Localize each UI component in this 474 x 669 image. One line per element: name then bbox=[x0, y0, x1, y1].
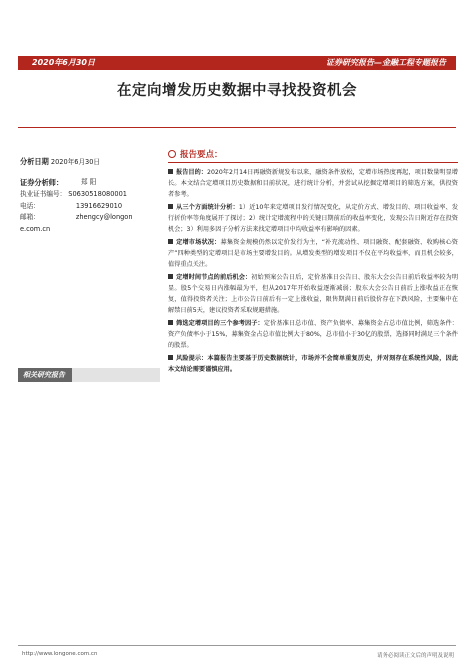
report-title: 在定向增发历史数据中寻找投资机会 bbox=[117, 83, 357, 99]
bullet-icon bbox=[168, 239, 173, 244]
footer-disclaimer: 请务必阅读正文后的声明及说明 bbox=[376, 653, 454, 659]
related-research-bar bbox=[18, 368, 160, 382]
summary-header bbox=[168, 148, 458, 162]
analysis-date: 2020年6月30日 bbox=[50, 158, 101, 166]
point-title: 定增市场状况： bbox=[176, 239, 221, 246]
email-row-2 bbox=[20, 224, 160, 236]
summary-point bbox=[168, 237, 458, 270]
point-text: 1）近10年来定增项目发行情况变化，从定价方式、增发目的、项目收益率、发行折价率等角度展开了探讨；2）统计定增流程中的关键日期前后的收益率变化，发现公告日附近存在投资机会；3）利用多因子分析方法来找定增项目中均收益率有影响的因素。 bbox=[168, 204, 459, 233]
analyst-info bbox=[20, 156, 160, 235]
point-title: 从三个方面统计分析： bbox=[176, 204, 239, 211]
bullet-icon bbox=[168, 355, 173, 360]
email-line-2[interactable]: e.com.cn bbox=[20, 224, 51, 233]
cert-number: S0630518080001 bbox=[68, 190, 127, 198]
cert-label: 执业证书编号： bbox=[20, 190, 67, 198]
bullet-icon bbox=[168, 204, 173, 209]
bullet-icon bbox=[168, 274, 173, 279]
summary-point bbox=[168, 272, 458, 316]
report-date: 2020年6月30日 bbox=[32, 58, 95, 67]
summary-point bbox=[168, 318, 458, 351]
footer-divider bbox=[18, 645, 456, 646]
email-row bbox=[20, 212, 160, 224]
summary-header-text: 报告要点： bbox=[180, 150, 223, 160]
bullet-icon bbox=[168, 169, 173, 174]
risk-title: 风险提示： bbox=[176, 355, 208, 362]
point-title: 报告目的： bbox=[176, 169, 208, 176]
report-summary bbox=[168, 148, 458, 377]
email-label: 邮箱： bbox=[20, 213, 40, 221]
analysis-date-row bbox=[20, 156, 160, 169]
risk-text: 本篇报告主要基于历史数据统计，市场并不会简单重复历史，并对刻存在系统性风险，因此本文结论需要谨慎应用。 bbox=[168, 355, 459, 373]
footer-url[interactable]: http://www.longone.com.cn bbox=[22, 651, 98, 657]
risk-warning bbox=[168, 353, 458, 375]
related-research-label: 相关研究报告 bbox=[23, 371, 65, 379]
point-text: 初始预案公告日后，定价基准日公告日、股东大会公告日前后收益率较为明显。股5个交易日内涨幅最为平，但从2017年开始收益逐渐减弱；股东大会公告日前后上涨收益正在恢复，值得投资者关注；上市公告日前后有一定上涨收益，限售期满日前后股价存在下跌风险，主要集中在解禁日前5天，建议投资者采取规避措施。 bbox=[168, 274, 459, 314]
point-title: 定增时间节点的前后机会： bbox=[176, 274, 252, 281]
phone-number: 13916629010 bbox=[75, 201, 123, 210]
summary-point bbox=[168, 167, 458, 200]
analyst-name: 郑 阳 bbox=[81, 177, 97, 186]
point-text: 募集资金规模仍然以定价发行为主，“补充流动性、项目融资、配套融资、收购核心资产”四种类型的定增项目是市场主要增发目的。从增发类型的增发项目不仅在平均收益率，而且机会较多，值得重点关注。 bbox=[168, 239, 458, 268]
summary-divider bbox=[168, 162, 458, 163]
target-icon bbox=[168, 150, 176, 158]
point-text: 2020年2月14日再融资新规发布以来，融资条件放松，定增市场热度再起，项目数量明显增长。本文结合定增项目历史数据和目前状况，进行统计分析，并尝试从挖掘定增项目的筛选方案，供投资者参考。 bbox=[168, 169, 458, 198]
point-text: 定价基准日总市值、资产负债率、募集资金占总市值比例，筛选条件：资产负债率小于15%，募集资金占总市值比例大于80%，总市值小于30亿的股票，选择同时满足三个条件的股票。 bbox=[168, 320, 458, 349]
phone-label: 电话： bbox=[20, 201, 40, 210]
analyst-row bbox=[20, 177, 160, 190]
phone-row bbox=[20, 201, 160, 213]
report-series: 证券研究报告—金融工程专题报告 bbox=[326, 58, 446, 67]
point-title: 筛选定增项目的三个参考因子： bbox=[176, 320, 264, 327]
analyst-label: 证券分析师： bbox=[20, 177, 64, 187]
bullet-icon bbox=[168, 320, 173, 325]
title-divider bbox=[18, 127, 456, 128]
analysis-date-label: 分析日期 bbox=[20, 157, 49, 166]
summary-point bbox=[168, 202, 458, 235]
email-line-1[interactable]: zhengcy@longon bbox=[75, 213, 133, 221]
cert-row bbox=[20, 189, 160, 201]
report-header-bar bbox=[18, 56, 456, 70]
